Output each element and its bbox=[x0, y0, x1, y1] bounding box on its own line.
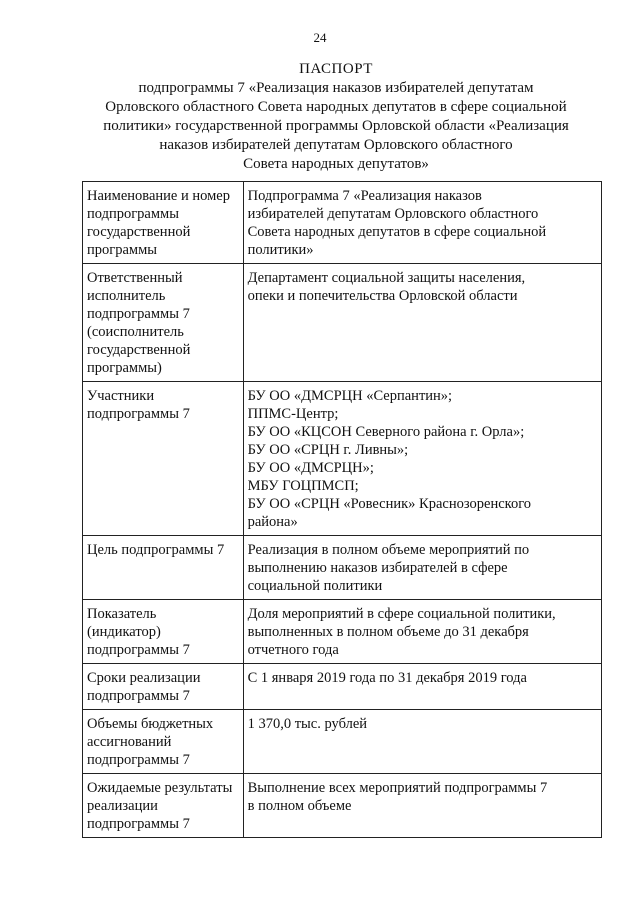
row-value-line: Доля мероприятий в сфере социальной политики, bbox=[247, 606, 556, 622]
row-label-line: Показатель bbox=[87, 606, 157, 622]
table-row bbox=[83, 182, 602, 264]
table-row bbox=[83, 774, 602, 838]
row-value-line: БУ ОО «СРЦН «Ровесник» Краснозоренского bbox=[247, 496, 532, 512]
row-label-cell bbox=[83, 664, 244, 710]
row-label-line: Участники bbox=[87, 388, 155, 404]
row-value-line: ППМС-Центр; bbox=[247, 406, 339, 422]
row-value-cell bbox=[243, 600, 601, 664]
row-value-line: Реализация в полном объеме мероприятий по bbox=[247, 542, 530, 558]
row-label-line: Ожидаемые результаты bbox=[87, 780, 233, 796]
row-label-line: государственной bbox=[87, 342, 191, 358]
table-row bbox=[83, 536, 602, 600]
table-row bbox=[83, 710, 602, 774]
table-row bbox=[83, 264, 602, 382]
row-label-cell bbox=[83, 382, 244, 536]
row-value-cell bbox=[243, 664, 601, 710]
row-value-line: Департамент социальной защиты населения, bbox=[247, 270, 526, 286]
row-label-line: государственной bbox=[87, 224, 191, 240]
row-value-line: БУ ОО «СРЦН г. Ливны»; bbox=[247, 442, 409, 458]
row-label-line: исполнитель bbox=[87, 288, 166, 304]
row-label-line: программы) bbox=[87, 360, 162, 376]
row-value-line: выполнению наказов избирателей в сфере bbox=[247, 560, 508, 576]
row-label-cell bbox=[83, 710, 244, 774]
row-label-line: программы bbox=[87, 242, 157, 258]
heading-line: политики» государственной программы Орловской области «Реализация bbox=[103, 118, 569, 134]
row-label-line: подпрограммы 7 bbox=[87, 752, 190, 768]
row-label-line: подпрограммы 7 bbox=[87, 816, 190, 832]
page-number: 24 bbox=[313, 30, 327, 45]
row-label-line: подпрограммы 7 bbox=[87, 642, 190, 658]
row-value-line: выполненных в полном объеме до 31 декабря bbox=[247, 624, 529, 640]
row-value-line: 1 370,0 тыс. рублей bbox=[247, 716, 368, 732]
row-value-line: С 1 января 2019 года по 31 декабря 2019 года bbox=[247, 670, 527, 686]
row-label-line: реализации bbox=[87, 798, 158, 814]
document-title: ПАСПОРТ bbox=[299, 61, 373, 77]
row-value-line: избирателей депутатам Орловского областного bbox=[247, 206, 539, 222]
passport-table bbox=[82, 181, 602, 838]
row-value-cell bbox=[243, 382, 601, 536]
row-value-line: в полном объеме bbox=[247, 798, 352, 814]
heading-line: наказов избирателей депутатам Орловского областного bbox=[159, 137, 513, 153]
table-row bbox=[83, 664, 602, 710]
row-label-line: (соисполнитель bbox=[87, 324, 184, 340]
row-label-line: Наименование и номер bbox=[87, 188, 230, 204]
row-value-line: политики» bbox=[247, 242, 314, 258]
row-label-line: ассигнований bbox=[87, 734, 172, 750]
row-label-cell bbox=[83, 536, 244, 600]
row-value-line: БУ ОО «КЦСОН Северного района г. Орла»; bbox=[247, 424, 525, 440]
document-heading bbox=[96, 60, 576, 174]
row-value-cell bbox=[243, 182, 601, 264]
row-label-line: Сроки реализации bbox=[87, 670, 201, 686]
row-value-cell bbox=[243, 264, 601, 382]
row-label-line: подпрограммы 7 bbox=[87, 406, 190, 422]
row-label-cell bbox=[83, 264, 244, 382]
row-value-line: БУ ОО «ДМСРЦН»; bbox=[247, 460, 374, 476]
row-value-cell bbox=[243, 710, 601, 774]
row-value-line: отчетного года bbox=[247, 642, 339, 658]
row-value-cell bbox=[243, 536, 601, 600]
row-label-line: подпрограммы bbox=[87, 206, 179, 222]
table-row bbox=[83, 382, 602, 536]
row-value-line: БУ ОО «ДМСРЦН «Серпантин»; bbox=[247, 388, 453, 404]
row-value-line: Выполнение всех мероприятий подпрограммы 7 bbox=[247, 780, 548, 796]
table-row bbox=[83, 600, 602, 664]
heading-line: подпрограммы 7 «Реализация наказов избирателей депутатам bbox=[138, 80, 534, 96]
row-value-line: МБУ ГОЦПМСП; bbox=[247, 478, 359, 494]
row-value-line: Совета народных депутатов в сфере социальной bbox=[247, 224, 547, 240]
row-label-line: Объемы бюджетных bbox=[87, 716, 214, 732]
row-label-line: Ответственный bbox=[87, 270, 183, 286]
row-label-line: подпрограммы 7 bbox=[87, 688, 190, 704]
row-label-cell bbox=[83, 774, 244, 838]
row-value-line: опеки и попечительства Орловской области bbox=[247, 288, 518, 304]
row-value-line: Подпрограмма 7 «Реализация наказов bbox=[247, 188, 482, 204]
row-value-cell bbox=[243, 774, 601, 838]
row-label-line: (индикатор) bbox=[87, 624, 161, 640]
row-value-line: социальной политики bbox=[247, 578, 383, 594]
row-label-line: подпрограммы 7 bbox=[87, 306, 190, 322]
heading-line: Орловского областного Совета народных депутатов в сфере социальной bbox=[105, 99, 567, 115]
row-value-line: района» bbox=[247, 514, 298, 530]
row-label-line: Цель подпрограммы 7 bbox=[87, 542, 225, 558]
row-label-cell bbox=[83, 182, 244, 264]
heading-line: Совета народных депутатов» bbox=[243, 156, 429, 172]
row-label-cell bbox=[83, 600, 244, 664]
